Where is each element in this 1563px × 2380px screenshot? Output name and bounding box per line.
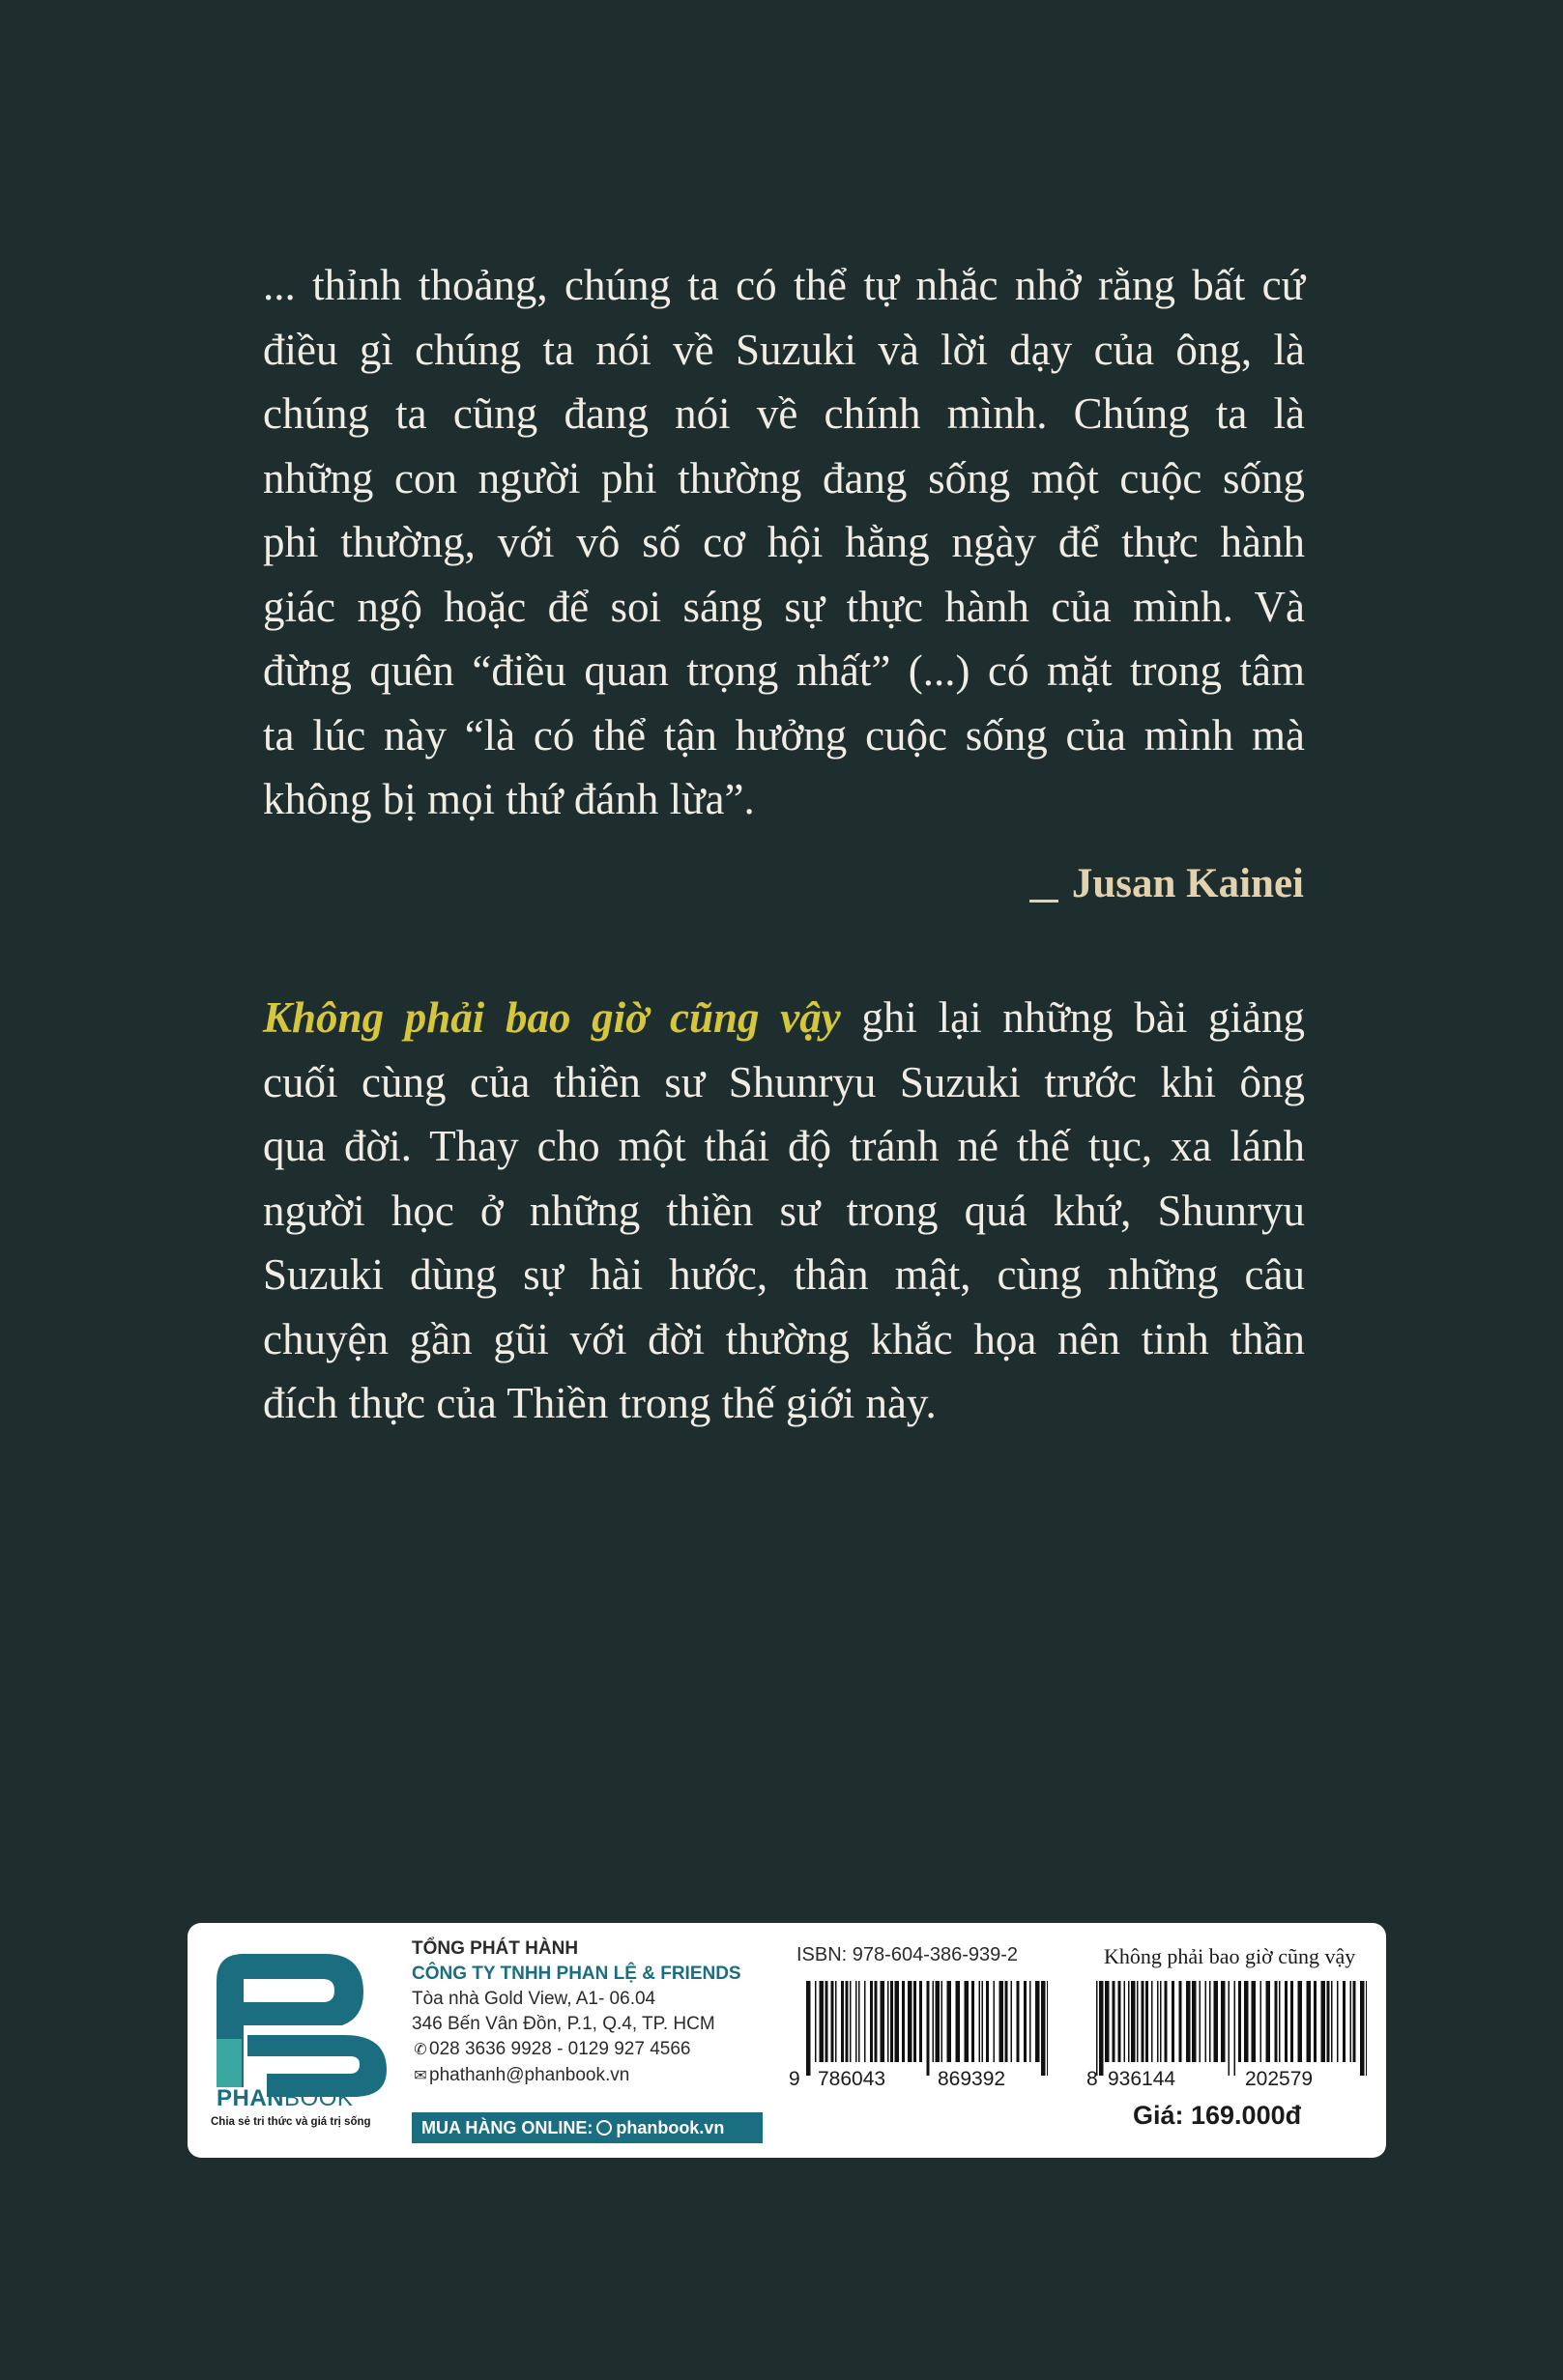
barcode-bar (841, 1981, 844, 2062)
barcode-bar (1124, 1981, 1126, 2062)
address-line-2: 346 Bến Vân Đồn, P.1, Q.4, TP. HCM (412, 2014, 715, 2034)
barcode-bar (994, 1981, 996, 2062)
quote-line: giác ngộ hoặc để soi sáng sự thực hành của mình. Và (263, 582, 1305, 631)
quote-line: những con người phi thường đang sống một cuộc sống (263, 453, 1305, 502)
barcode-bar (1252, 1981, 1257, 2062)
quote-line: chúng ta cũng đang nói về chính mình. Chúng ta là (263, 389, 1305, 438)
barcode-bar (1343, 1981, 1346, 2062)
barcode-bar (1244, 1981, 1249, 2062)
barcode-bar (806, 1981, 811, 2076)
barcode-bar (1353, 1981, 1356, 2062)
barcode-bar (1128, 1981, 1130, 2062)
barcode-bar (831, 1981, 834, 2062)
description-line: chuyện gần gũi với đời thường khắc họa nên tinh thần (263, 1314, 1305, 1363)
brand-tagline: Chia sẻ tri thức và giá trị sống (211, 2116, 371, 2128)
barcode-bar (1266, 1981, 1271, 2062)
barcode-bar (913, 1981, 916, 2062)
description-line: người học ở những thiền sư trong quá khứ, Shunryu (263, 1186, 1305, 1235)
barcode-bar (1035, 1981, 1040, 2062)
barcode-bar (1096, 1981, 1098, 2076)
isbn-digit-prefix: 9 (789, 2068, 800, 2090)
barcode-bar (1214, 1981, 1219, 2062)
barcode-bar (1279, 1981, 1281, 2062)
description-line: cuối cùng của thiền sư Shunryu Suzuki trước khi ông (263, 1057, 1305, 1106)
author-dash (1029, 900, 1058, 903)
barcode-bar (1165, 1981, 1168, 2062)
barcode-bar (1327, 1981, 1330, 2062)
barcode-bar (999, 1981, 1004, 2062)
barcode-bar (1151, 1981, 1153, 2062)
description-first-line: ghi lại những bài giảng (840, 993, 1305, 1042)
ean-digit-group: 202579 (1245, 2068, 1314, 2090)
barcode-bar (1290, 1981, 1293, 2062)
barcode-bar (979, 1981, 981, 2062)
barcode-bar (858, 1981, 860, 2062)
barcode-bar (1331, 1981, 1333, 2062)
barcode-bar (1137, 1981, 1139, 2062)
description-line: đích thực của Thiền trong thế giới này. (263, 1379, 937, 1427)
barcode-bar (815, 1981, 817, 2062)
quote-author (1029, 860, 1304, 907)
mail-icon: ✉ (414, 2068, 427, 2084)
online-shop-banner (412, 2112, 763, 2143)
barcode-bar (1131, 1981, 1136, 2062)
quote-line: không bị mọi thứ đánh lừa”. (263, 775, 755, 823)
barcode-bar (936, 1981, 941, 2062)
barcode-bar (1337, 1981, 1339, 2062)
barcode-bar (1314, 1981, 1317, 2062)
barcode-bar (1186, 1981, 1191, 2062)
barcode-bar (1099, 1981, 1104, 2076)
barcode-bar (902, 1981, 905, 2062)
barcode-bar (1047, 1981, 1048, 2076)
barcode-bar (1200, 1981, 1201, 2062)
barcode-bar (1024, 1981, 1027, 2062)
barcode-bar (875, 1981, 878, 2062)
quote-line: ... thỉnh thoảng, chúng ta có thể tự nhắc nhở rằng bất cứ (263, 261, 1305, 309)
address-line-1: Tòa nhà Gold View, A1- 06.04 (412, 1989, 656, 2009)
barcode-bar (846, 1981, 849, 2062)
barcode-bar (933, 1981, 935, 2062)
online-site: phanbook.vn (616, 2118, 725, 2137)
barcode-bar (1298, 1981, 1303, 2062)
ean-barcode (1096, 1981, 1367, 2076)
barcode-bar (956, 1981, 961, 2062)
barcode-bar (1205, 1981, 1207, 2062)
book-title: Không phải bao giờ cũng vậy (263, 993, 841, 1042)
isbn-digit-group: 786043 (818, 2068, 886, 2090)
phone-icon: ✆ (414, 2042, 427, 2058)
company-name: CÔNG TY TNHH PHAN LỆ & FRIENDS (412, 1964, 741, 1984)
barcode-bar (927, 1981, 930, 2076)
barcode-bar (870, 1981, 873, 2062)
barcode-bar (1160, 1981, 1162, 2062)
barcode-book-name: Không phải bao giờ cũng vậy (1104, 1944, 1356, 1968)
barcode-bar (864, 1981, 866, 2062)
barcode-bar (1234, 1981, 1236, 2076)
quote-line: điều gì chúng ta nói về Suzuki và lời dạy của ông, là (263, 325, 1305, 374)
barcode-bar (1105, 1981, 1110, 2062)
online-label: MUA HÀNG ONLINE: (421, 2118, 593, 2137)
barcode-bar (1350, 1981, 1352, 2062)
isbn-label: ISBN: 978-604-386-939-2 (796, 1944, 1019, 1965)
barcode-bar (1029, 1981, 1031, 2062)
isbn-digit-group: 869392 (938, 2068, 1006, 2090)
quote-line: đừng quên “điều quan trọng nhất” (...) có mặt trong tâm (263, 646, 1305, 695)
barcode-bar (908, 1981, 912, 2062)
barcode-bar (835, 1981, 837, 2062)
email-address: phathanh@phanbook.vn (429, 2065, 630, 2085)
barcode-bar (1005, 1981, 1008, 2062)
quote-line: ta lúc này “là có thể tận hưởng cuộc sống của mình mà (263, 710, 1305, 760)
barcode-bar (1285, 1981, 1288, 2062)
barcode-bar (1113, 1981, 1115, 2062)
barcode-bar (1179, 1981, 1182, 2062)
barcode-bar (1011, 1981, 1013, 2062)
quote-line: phi thường, với vô số cơ hội hằng ngày để thực hành (263, 518, 1305, 566)
barcode-bar (850, 1981, 852, 2062)
barcode-bar (1142, 1981, 1144, 2062)
barcode-bar (855, 1981, 857, 2062)
barcode-bar (965, 1981, 970, 2062)
barcode-bar (1238, 1981, 1241, 2062)
barcode-bar (1321, 1981, 1326, 2062)
phone-row (412, 2037, 741, 2063)
barcode-bar (825, 1981, 828, 2062)
barcode-bar (1209, 1981, 1211, 2062)
barcode-bar (820, 1981, 825, 2062)
price: Giá: 169.000đ (1133, 2101, 1302, 2130)
book-description (263, 986, 1305, 1436)
barcode-bar (1145, 1981, 1148, 2062)
brand-name: PHANBOOK (217, 2085, 354, 2111)
email-row (412, 2063, 741, 2089)
barcode-bar (986, 1981, 989, 2062)
barcode-bar (941, 1981, 943, 2062)
barcode-bar (1366, 1981, 1367, 2076)
barcode-bar (1041, 1981, 1046, 2076)
publisher-info-panel (188, 1923, 1386, 2158)
author-name: Jusan Kainei (1071, 861, 1304, 906)
barcode-bar (982, 1981, 984, 2062)
barcode-bar (1275, 1981, 1278, 2062)
barcode-bar (947, 1981, 952, 2062)
description-line (263, 986, 1305, 1050)
barcode-bar (1221, 1981, 1226, 2062)
distributor-info (412, 1936, 741, 2089)
barcode-bar (1192, 1981, 1197, 2062)
barcode-bar (887, 1981, 889, 2062)
barcode-bar (1260, 1981, 1262, 2062)
quote-block (263, 253, 1305, 832)
barcode-bar (881, 1981, 885, 2062)
barcode-bar (1118, 1981, 1121, 2062)
barcode-bar (1157, 1981, 1159, 2062)
distributor-heading: TỔNG PHÁT HÀNH (412, 1938, 579, 1959)
barcode-bar (890, 1981, 893, 2062)
barcode-bar (1229, 1981, 1230, 2076)
ean-digit-group: 936144 (1108, 2068, 1176, 2090)
barcode-bar (895, 1981, 900, 2062)
barcode-bar (919, 1981, 922, 2062)
barcode-bar (1172, 1981, 1174, 2062)
globe-icon (596, 2120, 612, 2136)
description-line: qua đời. Thay cho một thái độ tránh né thế tục, xa lánh (263, 1122, 1305, 1170)
barcode-bar (1360, 1981, 1365, 2076)
isbn-barcode (806, 1981, 1048, 2076)
phone-number: 028 3636 9928 - 0129 927 4566 (429, 2039, 691, 2059)
barcode-bar (1307, 1981, 1312, 2062)
ean-digit-prefix: 8 (1086, 2068, 1098, 2090)
description-line: Suzuki dùng sự hài hước, thân mật, cùng những câu (263, 1250, 1305, 1299)
barcode-bar (1017, 1981, 1020, 2062)
barcode-bar (971, 1981, 974, 2062)
